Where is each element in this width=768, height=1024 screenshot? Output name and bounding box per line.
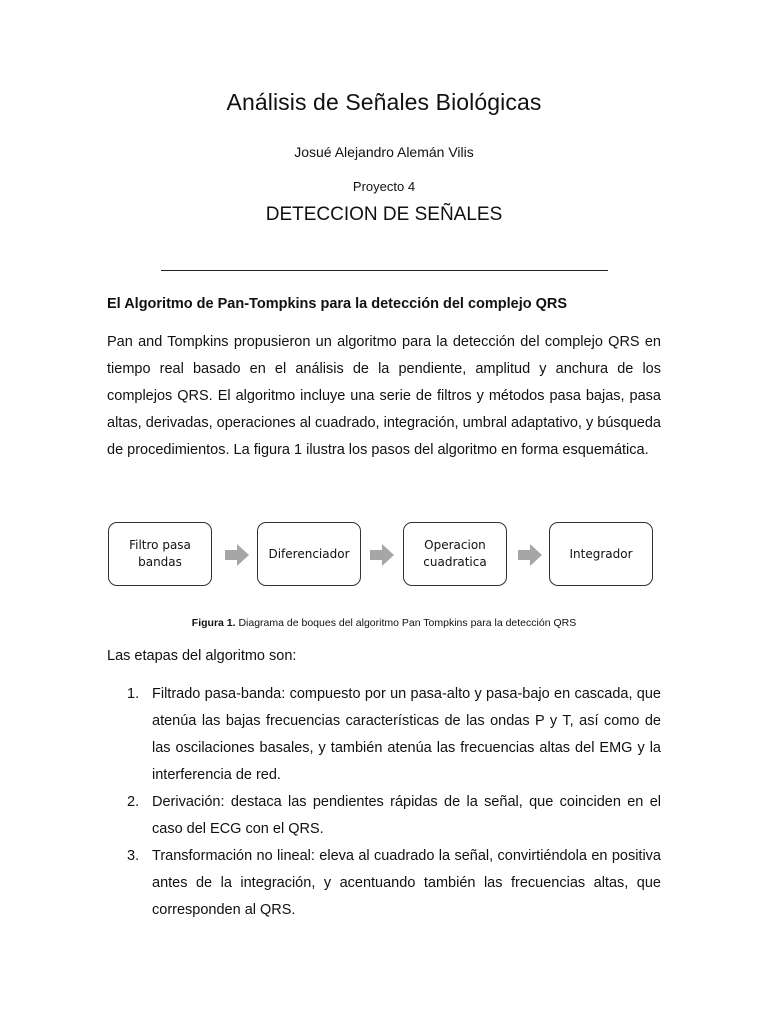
stages-intro: Las etapas del algoritmo son: (107, 648, 297, 664)
project-label: Proyecto 4 (352, 179, 416, 194)
diagram-box-differentiator (257, 522, 361, 586)
list-item-text: Filtrado pasa-banda: compuesto por un pasa-alto y pasa-bajo en cascada, que atenúa las bajas frecuencias características de las ondas P y T, así como de las oscilaciones basales, y también atenúa las frecuencias altas del EMG y la interferencia de red. (152, 686, 661, 783)
diagram-box-text: Filtro pasa (129, 538, 191, 552)
diagram-box-text: Diferenciador (268, 546, 350, 561)
figure-caption (0, 617, 768, 629)
horizontal-rule (161, 270, 608, 271)
list-item (107, 789, 661, 843)
figure-caption-text: Diagrama de boques del algoritmo Pan Tompkins para la detección QRS (235, 617, 577, 629)
list-item-text: Transformación no lineal: eleva al cuadrado la señal, convirtiéndola en positiva antes de la integración, y acentuando también las frecuencias altas, que corresponden al QRS. (152, 848, 661, 918)
arrow-right-icon (225, 544, 249, 566)
diagram-box-text: Integrador (569, 546, 633, 561)
author-name: Josué Alejandro Alemán Vilis (294, 144, 474, 160)
document-title: Análisis de Señales Biológicas (226, 89, 542, 115)
arrow-right-icon (518, 544, 542, 566)
list-item-number: 2. (127, 794, 140, 810)
arrow-right-icon (370, 544, 394, 566)
diagram-box-text: Operacion (424, 538, 486, 552)
document-subtitle: DETECCION DE SEÑALES (265, 204, 503, 225)
section-heading: El Algoritmo de Pan-Tompkins para la detección del complejo QRS (107, 296, 568, 312)
stages-list (107, 681, 661, 924)
diagram-box-squaring (403, 522, 507, 586)
list-item-number: 1. (127, 686, 140, 702)
section-paragraph: Pan and Tompkins propusieron un algoritmo para la detección del complejo QRS en tiempo real basado en el análisis de la pendiente, amplitud y anchura de los complejos QRS. El algoritmo incluye una serie de filtros y métodos pasa bajas, pasa altas, derivadas, operaciones al cuadrado, integración, umbral adaptativo, y búsqueda de procedimientos. La figura 1 ilustra los pasos del algoritmo en forma esquemática. (107, 334, 661, 458)
list-item (107, 681, 661, 789)
list-item-text: Derivación: destaca las pendientes rápidas de la señal, que coinciden en el caso del ECG con el QRS. (152, 794, 661, 837)
block-diagram (108, 522, 656, 590)
diagram-box-bandpass-filter (108, 522, 212, 586)
diagram-box-text: cuadratica (423, 555, 487, 569)
diagram-box-integrator (549, 522, 653, 586)
figure-caption-label: Figura 1. (191, 617, 236, 629)
list-item-number: 3. (127, 848, 140, 864)
list-item (107, 843, 661, 924)
diagram-box-text: bandas (138, 555, 182, 569)
